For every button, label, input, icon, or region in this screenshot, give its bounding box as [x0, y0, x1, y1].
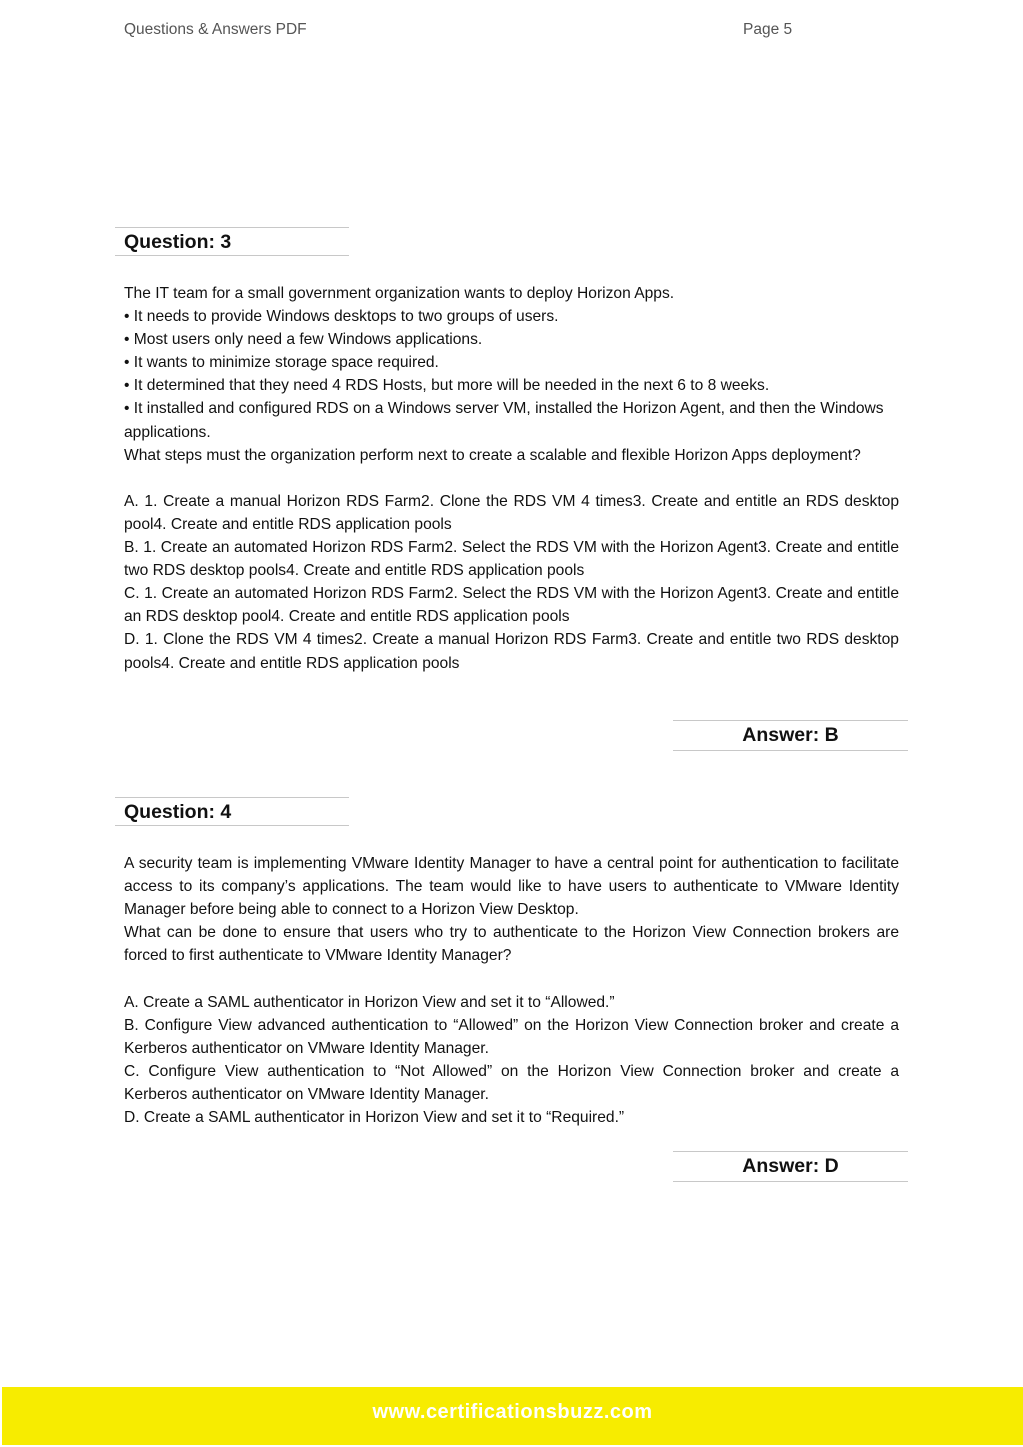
footer-url-link[interactable]: www.certificationsbuzz.com: [372, 1401, 653, 1423]
spacer: [124, 467, 899, 490]
question-4-answer-box: [673, 1151, 908, 1182]
question-3-body: [124, 282, 899, 675]
question-4-option-d: D. Create a SAML authenticator in Horizon View and set it to “Required.”: [124, 1109, 625, 1127]
question-4-option-a: A. Create a SAML authenticator in Horizon View and set it to “Allowed.”: [124, 993, 615, 1011]
header-title: Questions & Answers PDF: [124, 21, 307, 38]
question-3-stem-line: • It needs to provide Windows desktops to two groups of users.: [124, 308, 559, 326]
question-4-title: Question: 4: [124, 801, 232, 823]
question-4-option-b: B. Configure View advanced authentication to “Allowed” on the Horizon View Connection broker and create a Kerberos authenticator on VMware Identity Manager.: [124, 1016, 899, 1057]
question-3-stem-line: • Most users only need a few Windows applications.: [124, 331, 483, 349]
question-4-heading-box: [115, 797, 349, 826]
question-3-option-d: D. 1. Clone the RDS VM 4 times2. Create a manual Horizon RDS Farm3. Create and entitle two RDS desktop pools4. Create and entitle RDS application pools: [124, 631, 899, 672]
question-3-stem-line: • It wants to minimize storage space required.: [124, 354, 439, 372]
page-number: Page 5: [743, 21, 793, 38]
question-3-answer-box: [673, 720, 908, 751]
footer-bar: [2, 1387, 1023, 1445]
question-3-title: Question: 3: [124, 231, 232, 253]
question-3-option-b: B. 1. Create an automated Horizon RDS Farm2. Select the RDS VM with the Horizon Agent3. Create and entitle two RDS desktop pools4. Create and entitle RDS application pools: [124, 539, 899, 580]
question-3-stem-line: • It installed and configured RDS on a Windows server VM, installed the Horizon Agent, and then the Windows applications.: [124, 400, 884, 441]
question-3-stem-line: The IT team for a small government organization wants to deploy Horizon Apps.: [124, 285, 675, 302]
question-3-answer: Answer: B: [742, 724, 839, 746]
question-4-stem-line: A security team is implementing VMware Identity Manager to have a central point for authentication to facilitate access to its company’s applications. The team would like to have users to authenticate to VMware Identity Manager before being able to connect to a Horizon View Desktop.: [124, 855, 899, 919]
spacer: [124, 967, 899, 990]
question-3-option-a: A. 1. Create a manual Horizon RDS Farm2. Clone the RDS VM 4 times3. Create and entitle an RDS desktop pool4. Create and entitle RDS application pools: [124, 492, 899, 533]
question-4-prompt: What can be done to ensure that users who try to authenticate to the Horizon View Connection brokers are forced to first authenticate to VMware Identity Manager?: [124, 924, 899, 965]
question-3-stem-line: • It determined that they need 4 RDS Hosts, but more will be needed in the next 6 to 8 weeks.: [124, 377, 770, 395]
question-4-body: [124, 852, 899, 1129]
question-4-option-c: C. Configure View authentication to “Not Allowed” on the Horizon View Connection broker and create a Kerberos authenticator on VMware Identity Manager.: [124, 1062, 899, 1103]
question-3-prompt: What steps must the organization perform next to create a scalable and flexible Horizon Apps deployment?: [124, 446, 861, 464]
question-3-option-c: C. 1. Create an automated Horizon RDS Farm2. Select the RDS VM with the Horizon Agent3. Create and entitle an RDS desktop pool4. Create and entitle RDS application pools: [124, 585, 899, 626]
question-4-answer: Answer: D: [742, 1155, 839, 1177]
question-3-heading-box: [115, 227, 349, 256]
